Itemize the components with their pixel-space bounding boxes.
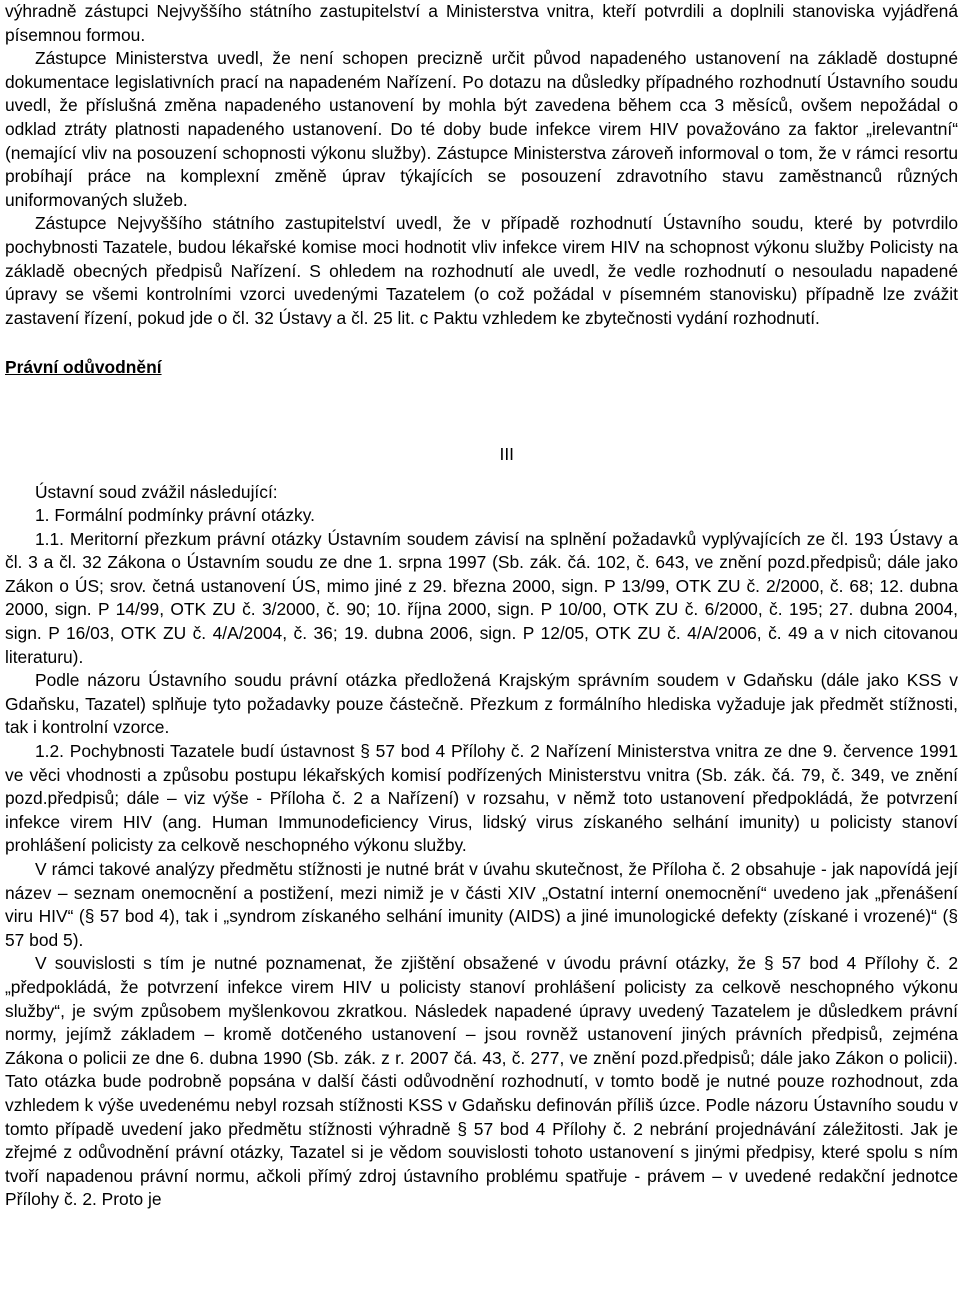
paragraph-intro: výhradně zástupci Nejvyššího státního zastupitelství a Ministerstva vnitra, kteří potvrdili a doplnili stanoviska vyjádřená písemnou formou.	[5, 1, 958, 45]
paragraph-prosecutor-statement: Zástupce Nejvyššího státního zastupitelství uvedl, že v případě rozhodnutí Ústavního soudu, které by potvrdilo pochybnosti Tazatele, budou lékařské komise moci hodnotit vliv infekce virem HIV na schopnost výkonu služby Policisty na základě obecných předpisů Nařízení. S ohledem na rozhodnutí ale uvedl, že vedle rozhodnutí o nesouladu napadené úpravy se všemi kontrolními vzorci uvedenými Tazatelem (o což požádal v písemném stanovisku) případně lze zvážit zastavení řízení, pokud jde o čl. 32 Ústavy a čl. 25 lit. c Paktu vzhledem ke zbytečnosti vydání rozhodnutí.	[5, 213, 958, 328]
paragraph-connection: V souvislosti s tím je nutné poznamenat, že zjištění obsažené v úvodu právní otázky, že § 57 bod 4 Přílohy č. 2 „předpokládá, že potvrzení infekce virem HIV u policisty stanoví prohlášení policisty za celkově neschopného výkonu služby“, je svým způsobem myšlenkovou zkratkou. Následek napadené úpravy uvedený Tazatelem je důsledkem právní normy, jejímž základem – kromě dotčeného ustanovení – jsou rovněž ustanovení jiných právních předpisů, zejména Zákona o policii ze dne 6. dubna 1990 (Sb. zák. z r. 2007 čá. 43, č. 277, ve znění pozd.předpisů; dále jako Zákon o policii). Tato otázka bude podrobně popsána v další části odůvodnění rozhodnutí, v tomto bodě je nutné pouze rozhodnout, zda vzhledem k výše uvedenému nebyl rozsah stížnosti KSS v Gdaňsku definován příliš úzce. Podle názoru Ústavního soudu v tomto případě uvedení jako předmětu stížnosti výhradně § 57 bod 4 Přílohy č. 2 nebrání projednávání záležitosti. Jak je zřejmé z odůvodnění právní otázky, Tazatel si je vědom souvislosti tohoto ustanovení s jinými předpisy, které spolu s ním tvoří napadenou právní normu, ačkoli přímý zdroj ústavního problému spatřuje - právem – v uvedené redakční jednotce Přílohy č. 2. Proto je	[5, 953, 958, 1210]
section-number: III	[499, 443, 514, 464]
item-formal-conditions: 1. Formální podmínky právní otázky.	[35, 505, 315, 526]
paragraph-analysis: V rámci takové analýzy předmětu stížnosti je nutné brát v úvahu skutečnost, že Příloha č. 2 obsahuje - jak napovídá její název – seznam onemocnění a postižení, mezi nimiž je v části XIV „Ostatní interní onemocnění“ uvedeno jak „přenášení viru HIV“ (§ 57 bod 4), tak i „syndrom získaného selhání imunity (AIDS) a jiné imunologické defekty (získané i vrozené)“ (§ 57 bod 5).	[5, 859, 958, 950]
paragraph-court-opinion: Podle názoru Ústavního soudu právní otázka předložená Krajským správním soudem v Gdaňsku (dále jako KSS v Gdaňsku, Tazatel) splňuje tyto požadavky pouze částečně. Přezkum z formálního hlediska vyžaduje jak předmět stížnosti, tak i kontrolní vzorce.	[5, 670, 958, 738]
section-heading: Právní odůvodnění	[5, 357, 162, 378]
paragraph-item-1-1: 1.1. Meritorní přezkum právní otázky Ústavním soudem závisí na splnění požadavků vyplývajících ze čl. 193 Ústavy a čl. 3 a čl. 32 Zákona o Ústavním soudu ze dne 1. srpna 1997 (Sb. zák. čá. 102, č. 643, ve znění pozd.předpisů; dále jako Zákon o ÚS; srov. četná ustanovení ÚS, mimo jiné z 29. března 2000, sign. P 13/99, OTK ZU č. 2/2000, č. 68; 12. dubna 2000, sign. P 14/99, OTK ZU č. 3/2000, č. 90; 10. října 2000, sign. P 10/00, OTK ZU č. 6/2000, č. 195; 27. dubna 2004, sign. P 16/03, OTK ZU č. 4/A/2004, č. 36; 19. dubna 2006, sign. P 12/05, OTK ZU č. 4/A/2006, č. 49 a v nich citovanou literaturu).	[5, 528, 958, 667]
paragraph-ministry-statement: Zástupce Ministerstva uvedl, že není schopen precizně určit původ napadeného ustanovení na základě dostupné dokumentace legislativních prací na napadeném Nařízení. Po dotazu na důsledky případného rozhodnutí Ústavního soudu uvedl, že příslušná změna napadeného ustanovení by mohla být zavedena během cca 3 měsíců, ovšem nepožádal o odklad ztráty platnosti napadeného ustanovení. Do té doby bude infekce virem HIV považováno za faktor „irelevantní“ (nemající vliv na posouzení schopnosti výkonu služby). Zástupce Ministerstva zároveň informoval o tom, že v rámci resortu probíhají práce na komplexní změně úprav týkajících se posouzení zdravotního stavu zaměstnanců různých uniformovaných služeb.	[5, 48, 958, 210]
paragraph-item-1-2: 1.2. Pochybnosti Tazatele budí ústavnost § 57 bod 4 Přílohy č. 2 Nařízení Ministerstva vnitra ze dne 9. července 1991 ve věci vhodnosti a způsobu postupu lékařských komisí podřízených Ministerstvu vnitra (Sb. zák. čá. 79, č. 349, ve znění pozd.předpisů; dále – viz výše - Příloha č. 2 a Nařízení) v rozsahu, v němž toto ustanovení předpokládá, že potvrzení infekce virem HIV (ang. Human Immunodeficiency Virus, lidský virus získaného selhání imunity) u policisty stanoví prohlášení policisty za celkově neschopného výkonu služby.	[5, 741, 958, 856]
document-page	[5, 0, 958, 1212]
considered-line: Ústavní soud zvážil následující:	[35, 481, 278, 502]
